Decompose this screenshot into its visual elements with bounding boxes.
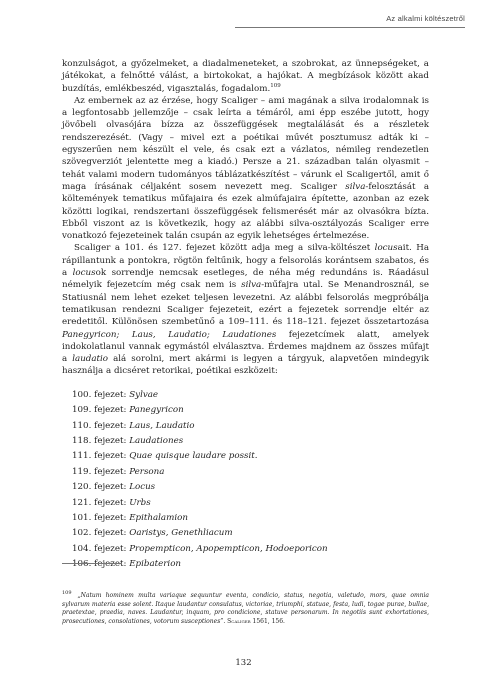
paragraph-3-text-k: alá sorolni, mert akármi is legyen a tárgyuk, alapvetően mindegyik használja a dicséret retorikai, poétikai eszközeit: xyxy=(62,354,429,377)
paragraph-2 xyxy=(62,95,429,243)
chapter-title: Panegyricon xyxy=(129,405,184,416)
paragraph-2-text-c: -felosztását a költemények tematikus műfajaira és ezek almúfajaira építette, azonban az ezek közötti logikai, rendszertani összefüggések felismerését már az olvasókra bízta. Ebből viszont az is következik, hogy az alábbi silva-osztályozás Scaliger erre vonatkozó fejezeteinek talán csupán az egyik lehetséges értelmezése. xyxy=(62,181,429,242)
chapter-number: 104. fejezet: xyxy=(72,543,130,554)
chapter-list xyxy=(62,388,429,573)
paragraph-3-italic-laudatio: laudatio xyxy=(72,354,109,365)
chapter-number: 102. fejezet: xyxy=(72,528,130,539)
footnote-rule xyxy=(62,563,122,564)
chapter-title: Epibaterion xyxy=(129,559,182,570)
chapter-item xyxy=(62,557,429,572)
footnote-citation: 1561, 156. xyxy=(250,617,285,625)
paragraph-3-text-e: ok sorrendje nemcsak esetleges, de néha még redundáns is. Ráadásul némelyik fejezetcím még csak nem is xyxy=(62,268,429,291)
chapter-item xyxy=(62,480,429,495)
footnote-reference: 109 xyxy=(270,82,281,89)
paragraph-2-text-a: Az embernek az az érzése, hogy Scaliger – ami magának a silva irodalomnak is a legfontosabb jellemzője – csak leírta a témáról, ami épp eszébe jutott, hogy jövőbeli olvasójára bízza az összefüggések megtalálását és a részletek rendszerezését. (Vagy – mivel ezt a poétikai művét posztumusz adták ki – egyszerűen nem készült el vele, és csak ezt a vázlatos, némileg rendezetlen szövegverziót jelentette meg a kiadó.) Persze a 21. században talán olyasmit – tehát valami modern tudományos táblázatkészítést – várunk el Scaligertől, amit ő maga írásának céljaként sosem nevezett meg. Scaliger xyxy=(62,95,429,192)
chapter-item xyxy=(62,511,429,526)
paragraph-3-italic-silva: silva xyxy=(241,280,262,291)
chapter-title: Epithalamion xyxy=(129,512,188,523)
footnote-text: „Natum hominem multa variaque sequuntur eventa, condicio, status, negotia, valetudo, mors, quae omnia sylvarum materia esse solent. Itaque laudantur consulatus, victoriae, triumphi, statuae, festa, ludi, togae purae, bullae, praetextae, praedia, naves. Laudantur, inquam, pro condicione, statuve personarum. In negotiis sunt exhortationes, prosecutiones, consolationes, votorum susceptiones”. xyxy=(62,592,429,625)
paragraph-1-text: konzulságot, a győzelmeket, a diadalmeneteket, a szobrokat, az ünnepségeket, a játékokat, a felnőtté válást, a birtokokat, a hajókat. A megbízások között akad buzdítás, emlékbeszéd, vigasztalás, fogadalom. xyxy=(62,59,429,94)
chapter-number: 101. fejezet: xyxy=(72,512,130,523)
paragraph-3-italic-locus-2: locus xyxy=(72,268,96,279)
chapter-item xyxy=(62,388,429,403)
chapter-item xyxy=(62,403,429,418)
paragraph-3-italic-titles: Panegyricon; Laus, Laudatio; Laudationes xyxy=(62,329,277,340)
chapter-title: Laudationes xyxy=(129,435,184,446)
chapter-item xyxy=(62,526,429,541)
chapter-title: Quae quisque laudare possit. xyxy=(129,451,258,462)
chapter-item xyxy=(62,496,429,511)
paragraph-1 xyxy=(62,58,429,95)
chapter-number: 118. fejezet: xyxy=(72,435,130,446)
chapter-item xyxy=(62,419,429,434)
chapter-number: 119. fejezet: xyxy=(72,466,130,477)
header-rule xyxy=(235,27,465,28)
footnote-number: 109 xyxy=(62,590,72,596)
chapter-number: 109. fejezet: xyxy=(72,405,130,416)
paragraph-3-italic-locus: locus xyxy=(374,243,398,254)
chapter-item xyxy=(62,465,429,480)
chapter-title: Oaristys, Genethliacum xyxy=(129,528,233,539)
chapter-title: Propempticon, Apopempticon, Hodoeporicon xyxy=(129,543,328,554)
footnote-author: Scaliger xyxy=(227,617,251,625)
chapter-item xyxy=(62,449,429,464)
chapter-number: 100. fejezet: xyxy=(72,389,130,400)
chapter-title: Sylvae xyxy=(129,389,159,400)
chapter-title: Persona xyxy=(129,466,165,477)
chapter-number: 111. fejezet: xyxy=(72,451,130,462)
chapter-item xyxy=(62,434,429,449)
chapter-number: 110. fejezet: xyxy=(72,420,130,431)
paragraph-2-italic-silva: silva xyxy=(345,181,366,192)
paragraph-3-text-c: ait. Ha rápillantunk a pontokra, rögtön feltűnik, hogy a felsorolás korántsem szabatos, és a xyxy=(62,243,430,279)
page-number: 132 xyxy=(235,658,252,668)
footnote xyxy=(62,592,429,626)
chapter-title: Locus xyxy=(129,482,156,493)
chapter-title: Urbs xyxy=(129,497,151,508)
chapter-item xyxy=(62,542,429,557)
chapter-title: Laus, Laudatio xyxy=(129,420,195,431)
chapter-number: 106. fejezet: xyxy=(72,559,130,570)
chapter-number: 120. fejezet: xyxy=(72,482,130,493)
body-text xyxy=(62,58,429,573)
running-head: Az alkalmi költészetről xyxy=(386,14,465,23)
paragraph-3-text-g: -műfajra utal. Se Menandrosznál, se Statiusnál nem lehet ezeket teljesen levezetni. Az alábbi felsorolás megpróbálja tematikusan rendezni Scaliger fejezeteit, ezért a fejezetek sorrendje eltér az eredetitől. Különösen szembetűnő a 109–111. és 118–121. fejezet összetartozása xyxy=(62,280,429,328)
chapter-number: 121. fejezet: xyxy=(72,497,130,508)
paragraph-3-text-a: Scaliger a 101. és 127. fejezet között adja meg a silva-költészet xyxy=(74,243,375,254)
paragraph-3-text-i: fejezetcímek alatt, amelyek indokolatlanul vannak egymástól elválasztva. Érdemes majdnem az összes műfajt a xyxy=(62,329,429,365)
paragraph-3 xyxy=(62,242,429,377)
